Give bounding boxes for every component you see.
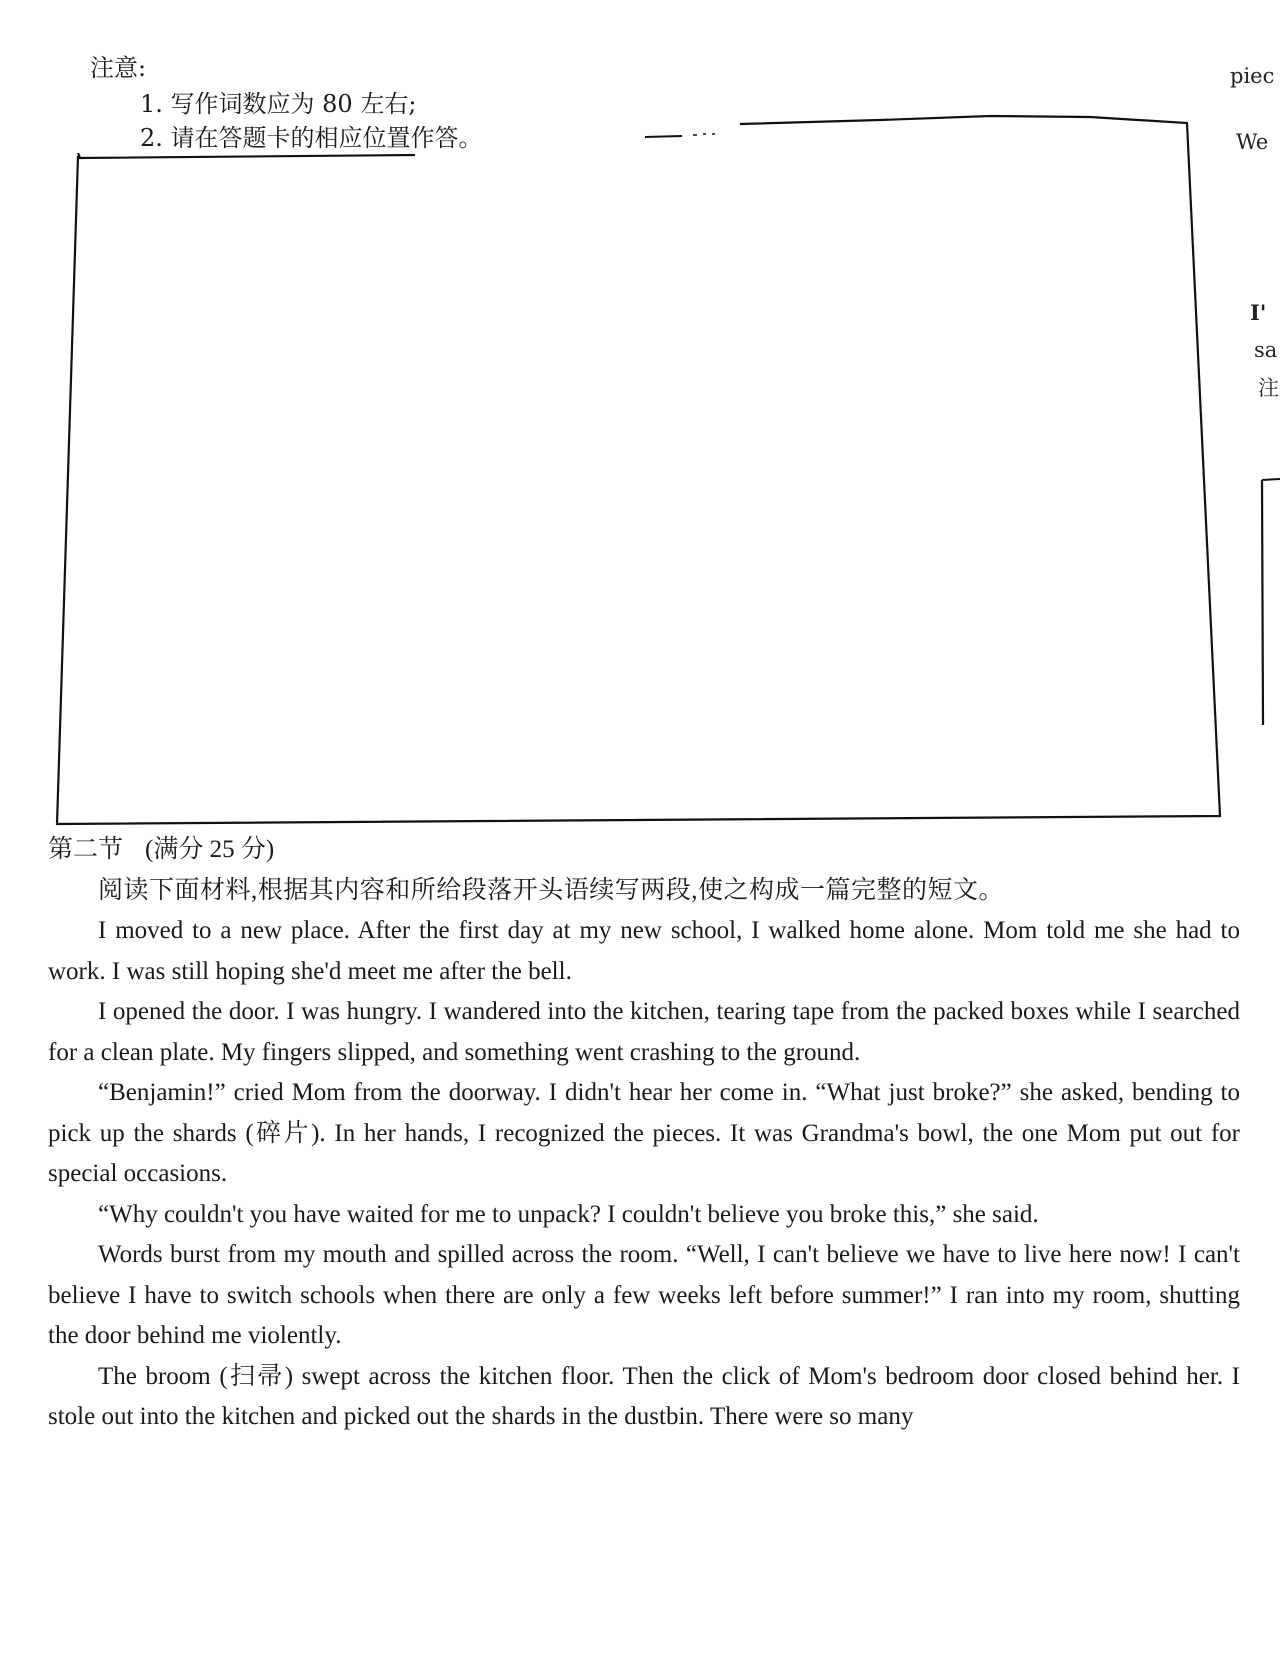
section-instruction: 阅读下面材料,根据其内容和所给段落开头语续写两段,使之构成一篇完整的短文。 (98, 876, 1005, 904)
section-marks: (满分 25 分) (145, 836, 275, 863)
edge-fragment-1: piec (1230, 64, 1275, 88)
story-paragraph-6: The broom (扫帚) swept across the kitchen floor. Then the click of Mom's bedroom door closed behind her. I stole out into the kitchen and picked out the shards in the dustbin. There were so many (48, 1362, 1240, 1430)
story-paragraph-4: “Why couldn't you have waited for me to unpack? I couldn't believe you broke this,” she said. (98, 1200, 1039, 1228)
section-heading (48, 830, 1240, 871)
continuation-writing-section (48, 830, 1240, 1438)
edge-fragment-5: 注 (1258, 376, 1279, 400)
story-paragraph-5: Words burst from my mouth and spilled across the room. “Well, I can't believe we have to live here now! I can't believe I have to switch schools when there are only a few weeks left before summer!” I ran into my room, shutting the door behind me violently. (48, 1241, 1240, 1349)
story-paragraph-3: “Benjamin!” cried Mom from the doorway. I didn't hear her come in. “What just broke?” she asked, bending to pick up the shards (碎片). In her hands, I recognized the pieces. It was Grandma's bowl, the one Mom put out for special occasions. (48, 1079, 1240, 1187)
edge-fragment-3: I' (1250, 300, 1267, 325)
edge-fragment-4: sa (1254, 338, 1278, 362)
edge-fragment-2: We (1236, 130, 1269, 154)
notice-item-answer-sheet: 2. 请在答题卡的相应位置作答。 (140, 124, 483, 152)
notice-title: 注意: (90, 54, 147, 82)
notice-item-word-count: 1. 写作词数应为 80 左右; (140, 90, 417, 118)
section-title: 第二节 (48, 836, 124, 863)
story-paragraph-2: I opened the door. I was hungry. I wandered into the kitchen, tearing tape from the packed boxes while I searched for a clean plate. My fingers slipped, and something went crashing to the ground. (48, 998, 1240, 1066)
story-paragraph-1: I moved to a new place. After the first day at my new school, I walked home alone. Mom told me she had to work. I was still hoping she'd meet me after the bell. (48, 917, 1240, 985)
